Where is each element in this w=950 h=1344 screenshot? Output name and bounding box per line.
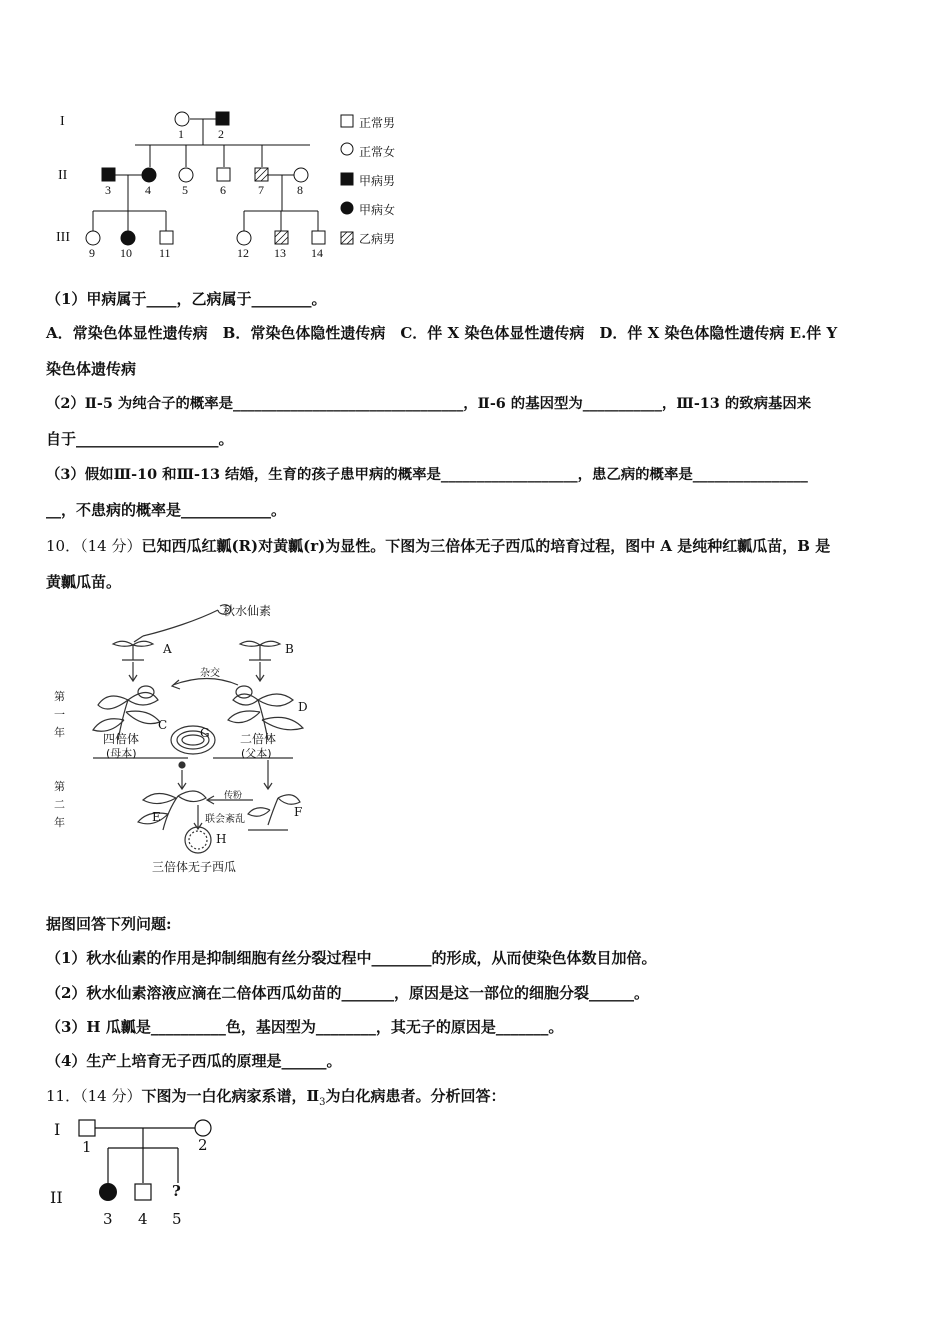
legend-jia-female: 甲病女 (359, 203, 396, 217)
year2-char: 年 (54, 816, 65, 829)
legend-yi-male: 乙病男 (359, 232, 396, 246)
figure-label-e: E (152, 810, 161, 824)
albinism-pedigree-drawing (48, 1110, 248, 1235)
year2-char: 二 (54, 798, 65, 811)
pedigree-number: 10 (120, 246, 132, 260)
watermelon-breeding-drawing (48, 600, 348, 885)
q9-part1: （1）甲病属于____，乙病属于________。 (46, 290, 327, 308)
individual-II-4 (142, 168, 156, 182)
individual-II-5 (179, 168, 193, 182)
albinism-individual-II-3 (99, 1183, 117, 1201)
q11-stem-text: 下图为一白化病家系谱，Ⅱ (141, 1087, 320, 1105)
q9-options-line2: 染色体遗传病 (46, 360, 137, 378)
q10-part3: （3）H 瓜瓤是__________色，基因型为________，其无子的原因是_______。 (46, 1018, 564, 1036)
pedigree-number: 12 (237, 246, 249, 260)
pedigree-number: 1 (178, 127, 184, 141)
q9-part3-line1: （3）假如Ⅲ-10 和Ⅲ-13 结婚，生育的孩子患甲病的概率是___________________，患乙病的概率是________________ (46, 466, 808, 483)
individual-III-9 (86, 231, 100, 245)
albinism-individual-I-2 (195, 1120, 211, 1136)
legend-normal-male-symbol (341, 115, 353, 127)
individual-I-2 (216, 112, 229, 125)
albinism-number: 1 (82, 1138, 92, 1156)
albinism-number: 5 (172, 1210, 182, 1228)
q9-part2-line1: （2）Ⅱ-5 为纯合子的概率是________________________________，Ⅱ-6 的基因型为___________，Ⅲ-13 的致病基因来 (46, 395, 812, 412)
albinism-individual-I-1 (79, 1120, 95, 1136)
pedigree-number: 6 (220, 183, 226, 197)
individual-III-10 (121, 231, 135, 245)
legend-jia-male: 甲病男 (359, 174, 396, 188)
q10-part1: （1）秋水仙素的作用是抑制细胞有丝分裂过程中________的形成，从而使染色体数目加倍。 (46, 949, 657, 967)
legend-jia-female-symbol (341, 202, 353, 214)
pedigree-number: 8 (297, 183, 303, 197)
pedigree-number: 11 (159, 246, 171, 260)
q10-number: 10． (46, 537, 81, 555)
figure-meiosis-label: 联会紊乱 (205, 814, 245, 825)
albinism-number: 3 (103, 1210, 113, 1228)
figure-label-g: G (200, 726, 210, 740)
figure-diploid-label: 二倍体 (240, 732, 277, 746)
albinism-individual-II-4 (135, 1184, 151, 1200)
legend-normal-male: 正常男 (359, 116, 396, 130)
figure-label-d: D (298, 700, 308, 714)
figure-triploid-label: 三倍体无子西瓜 (152, 860, 237, 874)
individual-III-11 (160, 231, 173, 244)
watermelon-breeding-figure (48, 600, 348, 885)
q9-options-line1: A．常染色体显性遗传病 B．常染色体隐性遗传病 C．伴 X 染色体显性遗传病 D．伴 X 染色体隐性遗传病 E.伴 Y (46, 324, 838, 342)
pedigree-number: 14 (311, 246, 323, 260)
q11-score: （14 分） (80, 1087, 142, 1105)
legend-normal-female: 正常女 (359, 145, 396, 159)
albinism-number: 2 (198, 1136, 208, 1154)
individual-III-14 (312, 231, 325, 244)
individual-II-6 (217, 168, 230, 181)
pedigree-number: 3 (105, 183, 111, 197)
q10-part4: （4）生产上培育无子西瓜的原理是______。 (46, 1052, 342, 1070)
q10-prompt: 据图回答下列问题: (46, 915, 172, 933)
figure-mother-label: (母本) (106, 747, 137, 760)
q9-part2-line2: 自于___________________。 (46, 430, 234, 448)
year1-char: 一 (54, 708, 65, 721)
q10-score: （14 分） (80, 537, 142, 555)
pedigree-figure-1 (50, 105, 430, 270)
figure-year1-label (54, 688, 68, 742)
pedigree-number: 9 (89, 246, 95, 260)
q10-part2: （2）秋水仙素溶液应滴在二倍体西瓜幼苗的_______，原因是这一部位的细胞分裂______。 (46, 984, 649, 1002)
year1-char: 年 (54, 726, 65, 739)
pedigree-number: 7 (258, 183, 264, 197)
q10-stem-line1 (46, 535, 904, 556)
pedigree-number: 5 (182, 183, 188, 197)
figure-label-h: H (216, 832, 227, 846)
year2-char: 第 (54, 780, 65, 793)
individual-III-12 (237, 231, 251, 245)
albinism-number: 4 (138, 1210, 148, 1228)
year1-char: 第 (54, 690, 65, 703)
figure-cross-label: 杂交 (200, 668, 220, 679)
legend-normal-female-symbol (341, 143, 353, 155)
legend-jia-male-symbol (341, 173, 353, 185)
q10-stem-text: 已知西瓜红瓤(R)对黄瓤(r)为显性。下图为三倍体无子西瓜的培育过程，图中 A 是纯种红瓤瓜苗，B 是 (141, 537, 831, 555)
figure-father-label: (父本) (241, 747, 272, 760)
figure-label-c: C (158, 718, 168, 732)
figure-tetraploid-label: 四倍体 (103, 732, 140, 746)
q9-part3-line2: __，不患病的概率是____________。 (46, 501, 287, 519)
albinism-gen-label-II: II (50, 1188, 63, 1207)
pedigree-number: 13 (274, 246, 286, 260)
q10-stem-line2: 黄瓤瓜苗。 (46, 573, 122, 591)
albinism-gen-label-I: I (54, 1120, 61, 1139)
q11-stem-subscript: 3 (319, 1097, 326, 1108)
individual-I-1 (175, 112, 189, 126)
pedigree-number: 2 (218, 127, 224, 141)
figure-pollination-label: 传粉 (224, 791, 243, 801)
pedigree-number: 4 (145, 183, 151, 197)
albinism-unknown-II-5: ? (172, 1182, 181, 1200)
q11-number: 11． (46, 1087, 81, 1105)
figure-colchicine-label: 秋水仙素 (223, 604, 272, 618)
q11-stem (46, 1085, 904, 1108)
individual-II-3 (102, 168, 115, 181)
figure-year2-label (54, 778, 68, 832)
figure-label-b: B (285, 642, 294, 656)
figure-label-f: F (294, 805, 303, 819)
gen-label-II: II (58, 168, 68, 183)
albinism-pedigree-figure (48, 1110, 248, 1235)
gen-label-I: I (60, 114, 65, 129)
gen-label-III: III (56, 230, 70, 245)
individual-II-8 (294, 168, 308, 182)
q11-stem-end: 为白化病患者。分析回答： (325, 1087, 506, 1105)
figure-label-a: A (163, 642, 172, 656)
